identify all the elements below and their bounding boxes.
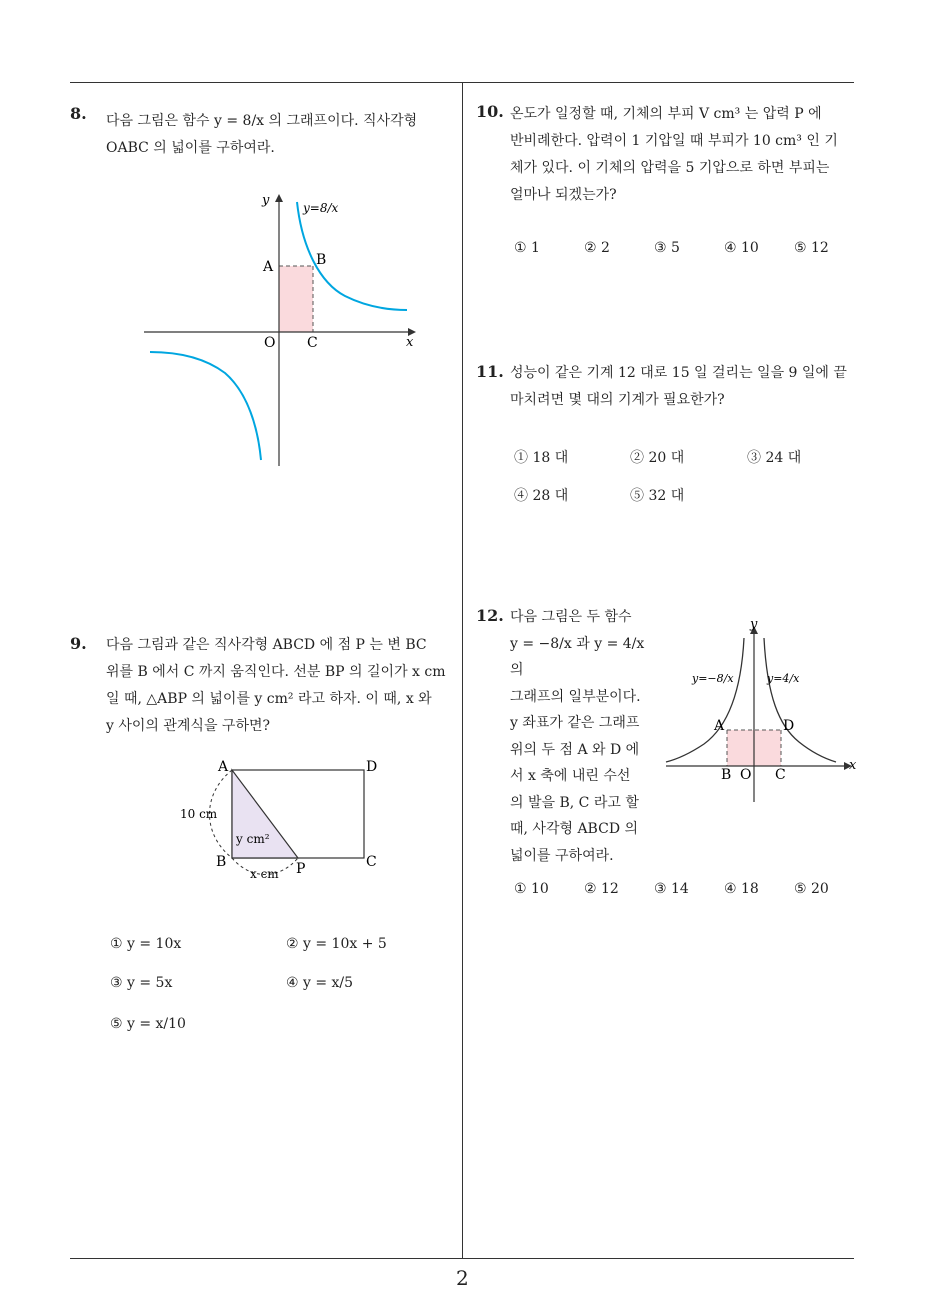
question-8-line-1: 다음 그림은 함수 y = 8/x 의 그래프이다. 직사각형 bbox=[106, 113, 418, 129]
label-x: x bbox=[406, 335, 414, 350]
question-12-line-8: 때, 사각형 ABCD 의 bbox=[510, 821, 639, 837]
question-12-line-5: 위의 두 점 A 와 D 에 bbox=[510, 741, 640, 758]
question-10-line-1: 온도가 일정할 때, 기체의 부피 V cm³ 는 압력 P 에 bbox=[510, 106, 822, 122]
question-12-line-9: 넓이를 구하여라. bbox=[510, 847, 614, 864]
q9-choice-2[interactable]: ② y = 10x + 5 bbox=[286, 936, 387, 952]
q10-choice-5[interactable]: ⑤ 12 bbox=[794, 240, 829, 256]
column-divider bbox=[462, 82, 463, 1258]
question-11-line-1: 성능이 같은 기계 12 대로 15 일 걸리는 일을 9 일에 끝 bbox=[510, 365, 847, 381]
label-c: C bbox=[307, 335, 318, 351]
question-10-text bbox=[510, 101, 856, 209]
question-11-number: 11. bbox=[476, 362, 504, 381]
rect-oabc bbox=[279, 266, 313, 332]
question-9-text bbox=[106, 632, 456, 740]
q10-choice-3[interactable]: ③ 5 bbox=[654, 240, 680, 256]
q9-choice-4[interactable]: ④ y = x/5 bbox=[286, 975, 354, 991]
question-9-line-2: 위를 B 에서 C 까지 움직인다. 선분 BP 의 길이가 x cm bbox=[106, 664, 446, 680]
question-12-line-2: y = −8/x 과 y = 4/x 의 bbox=[510, 635, 645, 678]
function-right-label: y=4/x bbox=[767, 672, 800, 685]
label-d: D bbox=[366, 759, 378, 775]
question-12-number: 12. bbox=[476, 606, 504, 625]
function-label: y=8/x bbox=[303, 201, 339, 215]
question-12-line-3: 그래프의 일부분이다. bbox=[510, 688, 641, 705]
question-9-line-4: y 사이의 관계식을 구하면? bbox=[106, 718, 271, 734]
label-b: B bbox=[316, 252, 327, 268]
q10-choice-1[interactable]: ① 1 bbox=[514, 240, 540, 256]
question-9-line-1: 다음 그림과 같은 직사각형 ABCD 에 점 P 는 변 BC bbox=[106, 637, 427, 653]
question-10-line-2: 반비례한다. 압력이 1 기압일 때 부피가 10 cm³ 인 기 bbox=[510, 133, 838, 149]
question-12-text bbox=[510, 604, 656, 869]
question-8-graph bbox=[140, 188, 425, 473]
q12-choice-5[interactable]: ⑤ 20 bbox=[794, 881, 829, 897]
question-10-number: 10. bbox=[476, 102, 504, 121]
label-d: D bbox=[783, 718, 795, 734]
label-p: P bbox=[296, 861, 306, 877]
q12-choice-4[interactable]: ④ 18 bbox=[724, 881, 759, 897]
question-11-line-2: 마치려면 몇 대의 기계가 필요한가? bbox=[510, 392, 725, 408]
question-12-line-7: 의 발을 B, C 라고 할 bbox=[510, 794, 639, 811]
label-o: O bbox=[740, 767, 752, 783]
label-side: 10 cm bbox=[180, 807, 218, 821]
question-12-line-4: y 좌표가 같은 그래프 bbox=[510, 715, 640, 731]
question-8-text bbox=[106, 108, 456, 162]
curve-branch-2 bbox=[150, 352, 261, 460]
question-10-line-3: 체가 있다. 이 기체의 압력을 5 기압으로 하면 부피는 bbox=[510, 160, 830, 176]
label-a: A bbox=[218, 759, 229, 775]
q11-choice-2[interactable]: ② 20 대 bbox=[630, 450, 685, 466]
question-12-graph bbox=[664, 616, 864, 806]
question-9-figure bbox=[176, 754, 386, 884]
label-base: x cm bbox=[250, 867, 279, 881]
label-c: C bbox=[366, 854, 377, 870]
label-c: C bbox=[775, 767, 786, 783]
question-8-number: 8. bbox=[70, 104, 87, 123]
q11-choice-5[interactable]: ⑤ 32 대 bbox=[630, 488, 685, 504]
label-a: A bbox=[714, 718, 725, 734]
label-area: y cm² bbox=[236, 832, 270, 846]
q11-choice-3[interactable]: ③ 24 대 bbox=[747, 450, 802, 466]
q10-choice-2[interactable]: ② 2 bbox=[584, 240, 610, 256]
question-10-line-4: 얼마나 되겠는가? bbox=[510, 187, 617, 203]
question-9-number: 9. bbox=[70, 634, 87, 653]
label-y: y bbox=[262, 193, 270, 208]
label-o: O bbox=[264, 335, 276, 351]
q10-choice-4[interactable]: ④ 10 bbox=[724, 240, 759, 256]
label-b: B bbox=[721, 767, 732, 783]
page-number: 2 bbox=[456, 1266, 469, 1290]
label-x: x bbox=[849, 758, 857, 773]
function-left-label: y=−8/x bbox=[692, 672, 734, 685]
question-12-line-1: 다음 그림은 두 함수 bbox=[510, 609, 632, 625]
question-12-line-6: 서 x 축에 내린 수선 bbox=[510, 768, 631, 784]
q12-choice-1[interactable]: ① 10 bbox=[514, 881, 549, 897]
curve-branch-1 bbox=[297, 202, 407, 310]
q9-choice-5[interactable]: ⑤ y = x/10 bbox=[110, 1016, 186, 1032]
q12-choice-2[interactable]: ② 12 bbox=[584, 881, 619, 897]
q11-choice-4[interactable]: ④ 28 대 bbox=[514, 488, 569, 504]
label-b: B bbox=[216, 854, 227, 870]
label-a: A bbox=[263, 259, 274, 275]
q11-choice-1[interactable]: ① 18 대 bbox=[514, 450, 569, 466]
question-8-line-2: OABC 의 넓이를 구하여라. bbox=[106, 140, 275, 156]
label-y: y bbox=[750, 617, 758, 632]
q9-choice-1[interactable]: ① y = 10x bbox=[110, 936, 182, 952]
q9-choice-3[interactable]: ③ y = 5x bbox=[110, 975, 173, 991]
question-11-text bbox=[510, 360, 856, 414]
bottom-rule bbox=[70, 1258, 854, 1259]
q12-choice-3[interactable]: ③ 14 bbox=[654, 881, 689, 897]
question-9-line-3: 일 때, △ABP 의 넓이를 y cm² 라고 하자. 이 때, x 와 bbox=[106, 691, 432, 707]
